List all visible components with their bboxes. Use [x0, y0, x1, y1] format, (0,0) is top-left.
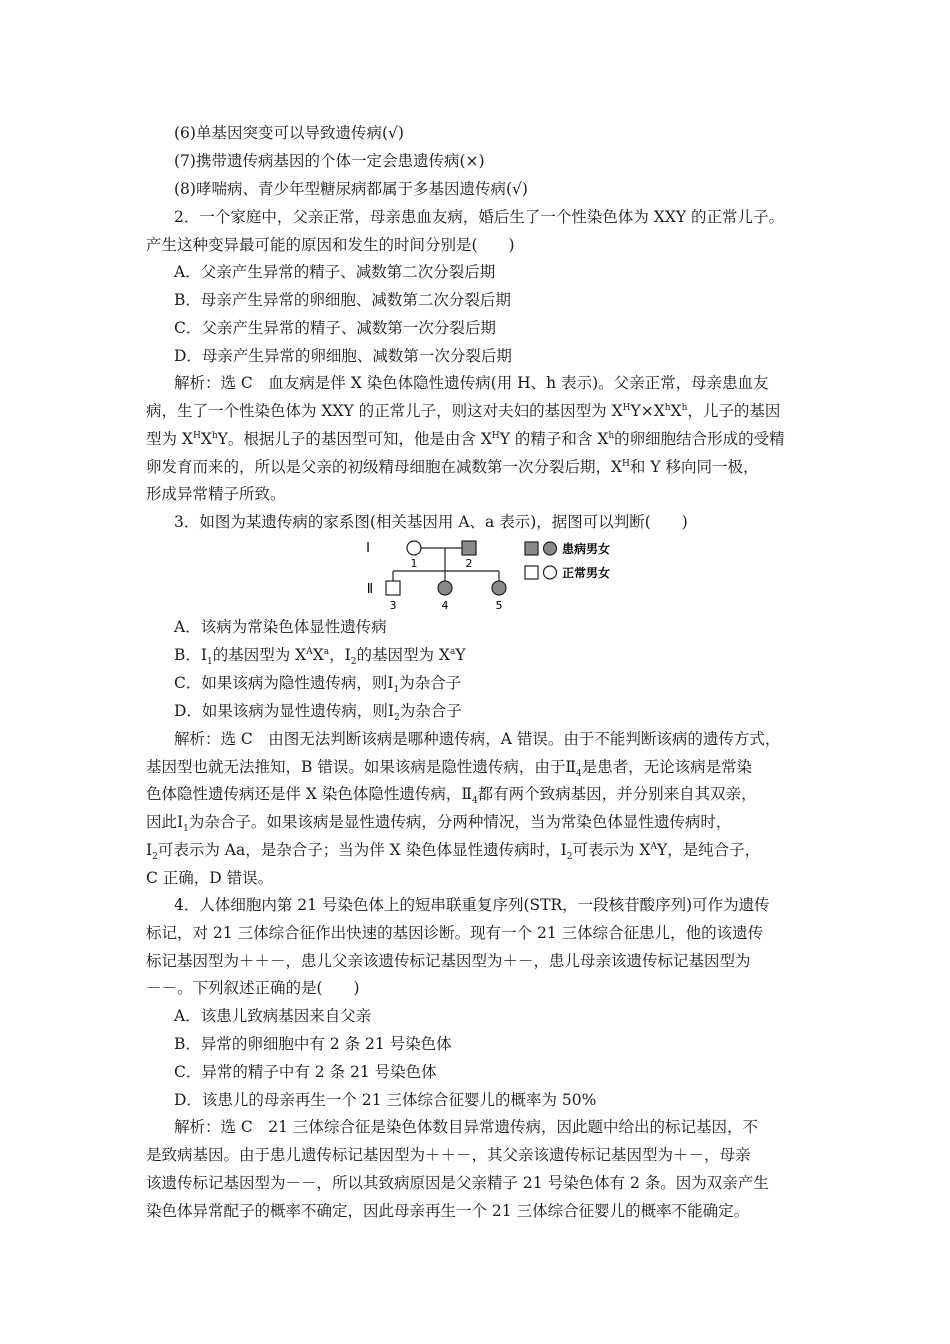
generation-2-label: Ⅱ — [366, 582, 374, 597]
q4-option-a: A．该患儿致病基因来自父亲 — [174, 1007, 372, 1025]
legend-normal-female-symbol — [544, 566, 557, 579]
pedigree-individual-I1-normal-female — [407, 541, 421, 555]
q3-answer-line2: 基因型也就无法推知，B 错误。如果该病是隐性遗传病，由于$Ⅱ_4$是患者，无论该病是常染 — [146, 758, 753, 780]
q2-stem-line2: 产生这种变异最可能的原因和发生的时间分别是( ) — [146, 236, 515, 254]
q2-answer-line1: 解析：选 C 血友病是伴 X 染色体隐性遗传病(用 H、h 表示)。父亲正常，母亲患血友 — [174, 374, 769, 392]
pedigree-chart — [352, 534, 622, 614]
q3-answer-line6: C 正确，D 错误。 — [146, 869, 274, 887]
q3-option-a: A．该病为常染色体显性遗传病 — [174, 618, 387, 636]
q3-option-d: D．如果该病为显性遗传病，则$Ⅰ_2$为杂合子 — [174, 702, 462, 724]
q4-option-d: D．该患儿的母亲再生一个 21 三体综合征婴儿的概率为 50% — [174, 1091, 597, 1109]
legend-normal-male-symbol — [525, 566, 538, 579]
pedigree-individual-II5-affected-female — [492, 581, 506, 595]
q2-answer-line4: 卵发育而来的，所以是父亲的初级精母细胞在减数第一次分裂后期，$X^H$和 Y 移向同一极， — [146, 458, 759, 476]
label-2: 2 — [465, 557, 473, 570]
legend-affected-female-symbol — [544, 542, 557, 555]
legend-affected-label: 患病男女 — [562, 542, 611, 556]
q4-stem-line2: 标记，对 21 三体综合征作出快速的基因诊断。现有一个 21 三体综合征患儿，他的该遗传 — [146, 924, 764, 942]
pedigree-individual-II3-normal-male — [386, 581, 400, 595]
q2-answer-line2: 病，生了一个性染色体为 XXY 的正常儿子，则这对夫妇的基因型为 $X^HY\times X^hX^h$，儿子的基因 — [146, 402, 781, 420]
q4-answer-line3: 该遗传标记基因型为－－，所以其致病原因是父亲精子 21 号染色体有 2 条。因为双亲产生 — [146, 1174, 769, 1192]
q2-answer-line3: 型为 $X^HX^hY$。根据儿子的基因型可知，他是由含 $X^HY$ 的精子和含 $X^h$的卵细胞结合形成的受精 — [146, 430, 785, 448]
label-1: 1 — [410, 557, 418, 570]
q4-option-c: C．异常的精子中有 2 条 21 号染色体 — [174, 1063, 437, 1081]
q3-stem: 3．如图为某遗传病的家系图(相关基因用 A、a 表示)，据图可以判断( ) — [174, 513, 688, 531]
q2-answer-line5: 形成异常精子所致。 — [146, 485, 286, 503]
q2-stem-line1: 2．一个家庭中，父亲正常，母亲患血友病，婚后生了一个性染色体为 XXY 的正常儿子。 — [174, 208, 785, 226]
q4-answer-line1: 解析：选 C 21 三体综合征是染色体数目异常遗传病，因此题中给出的标记基因，不 — [174, 1118, 758, 1136]
item-6: (6)单基因突变可以导致遗传病(√) — [174, 124, 404, 142]
item-8: (8)哮喘病、青少年型糖尿病都属于多基因遗传病(√) — [174, 180, 528, 198]
q4-answer-line2: 是致病基因。由于患儿遗传标记基因型为＋＋－，其父亲该遗传标记基因型为＋－，母亲 — [146, 1146, 751, 1164]
label-5: 5 — [495, 599, 503, 612]
q4-stem-line3: 标记基因型为＋＋－，患儿父亲该遗传标记基因型为＋－，患儿母亲该遗传标记基因型为 — [146, 952, 751, 970]
q3-answer-line3: 色体隐性遗传病还是伴 X 染色体隐性遗传病，$Ⅱ_4$都有两个致病基因，并分别来自其双亲， — [146, 785, 757, 807]
q4-option-b: B．异常的卵细胞中有 2 条 21 号染色体 — [174, 1035, 452, 1053]
item-7: (7)携带遗传病基因的个体一定会患遗传病(×) — [174, 152, 485, 170]
q2-option-b: B．母亲产生异常的卵细胞、减数第二次分裂后期 — [174, 291, 511, 309]
q3-option-b: B．$Ⅰ_1$的基因型为 $X^AX^a$，$Ⅰ_2$的基因型为 $X^aY$ — [174, 646, 466, 668]
q4-answer-line4: 染色体异常配子的概率不确定，因此母亲再生一个 21 三体综合征婴儿的概率不能确定。 — [146, 1202, 750, 1220]
pedigree-individual-II4-affected-female — [438, 581, 452, 595]
q4-stem-line4: －－。下列叙述正确的是( ) — [146, 979, 360, 997]
legend-normal-label: 正常男女 — [562, 566, 611, 580]
q4-stem-line1: 4．人体细胞内第 21 号染色体上的短串联重复序列(STR，一段核苷酸序列)可作为遗传 — [174, 896, 770, 914]
q3-answer-line1: 解析：选 C 由图无法判断该病是哪种遗传病，A 错误。由于不能判断该病的遗传方式， — [174, 730, 781, 748]
legend-affected-male-symbol — [525, 542, 538, 555]
q2-option-d: D．母亲产生异常的卵细胞、减数第一次分裂后期 — [174, 347, 512, 365]
label-3: 3 — [389, 599, 397, 612]
q3-answer-line5: $Ⅰ_2$可表示为 Aa，是杂合子；当为伴 X 染色体显性遗传病时，$Ⅰ_2$可表示为 $X^AY$，是纯合子， — [146, 841, 761, 863]
generation-1-label: Ⅰ — [366, 541, 370, 556]
pedigree-individual-I2-affected-male — [462, 541, 476, 555]
q2-option-a: A．父亲产生异常的精子、减数第二次分裂后期 — [174, 263, 496, 281]
q3-option-c: C．如果该病为隐性遗传病，则$Ⅰ_1$为杂合子 — [174, 674, 462, 696]
label-4: 4 — [441, 599, 449, 612]
q3-answer-line4: 因此$Ⅰ_1$为杂合子。如果该病是显性遗传病，分两种情况，当为常染色体显性遗传病时， — [146, 813, 732, 835]
q2-option-c: C．父亲产生异常的精子、减数第一次分裂后期 — [174, 319, 496, 337]
